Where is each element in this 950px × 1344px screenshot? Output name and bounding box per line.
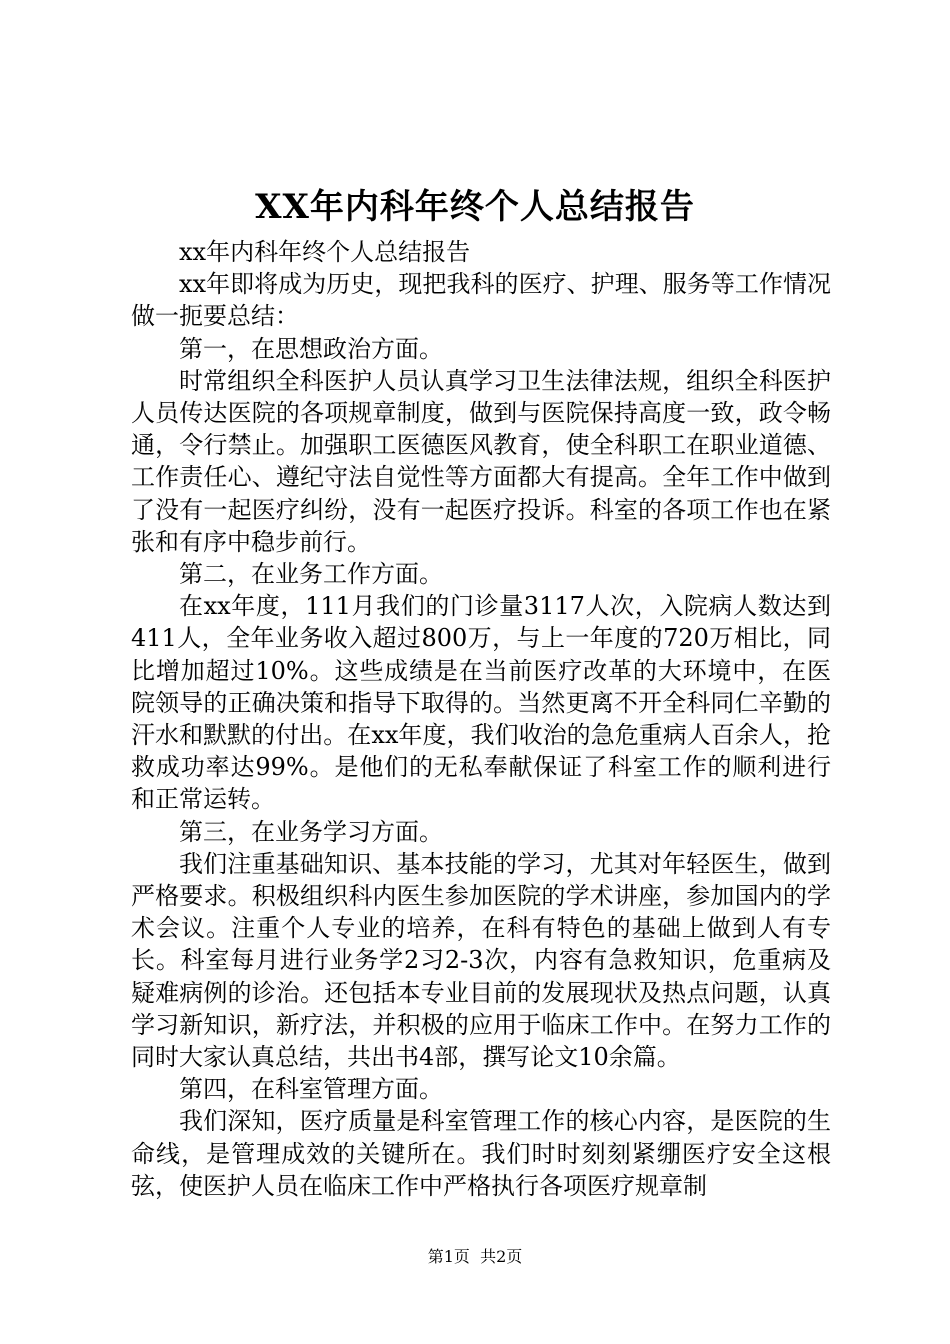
section-heading-3: 第三，在业务学习方面。 <box>179 817 443 846</box>
page-number: 第1页 <box>427 1247 470 1266</box>
section-heading-4: 第四，在科室管理方面。 <box>179 1075 443 1104</box>
paragraph-section-1: 时常组织全科医护人员认真学习卫生法律法规，组织全科医护人员传达医院的各项规章制度，做到与医院保持高度一致，政令畅通，令行禁止。加强职工医德医风教育，使全科职工在职业道德、工作责任心、遵纪守法自觉性等方面都大有提高。全年工作中做到了没有一起医疗纠纷，没有一起医疗投诉。科室的各项工作也在紧张和有序中稳步前行。 <box>131 366 831 556</box>
paragraph-section-2: 在xx年度，111月我们的门诊量3117人次，入院病人数达到411人，全年业务收入超过800万，与上一年度的720万相比，同比增加超过10%。这些成绩是在当前医疗改革的大环境中，在医院领导的正确决策和指导下取得的。当然更离不开全科同仁辛勤的汗水和默默的付出。在xx年度，我们收治的急危重病人百余人，抢救成功率达99%。是他们的无私奉献保证了科室工作的顺利进行和正常运转。 <box>131 592 831 814</box>
section-heading-1: 第一，在思想政治方面。 <box>179 334 443 363</box>
paragraph-subtitle: xx年内科年终个人总结报告 <box>179 238 471 266</box>
document-title: XX年内科年终个人总结报告 <box>255 187 695 227</box>
page-footer <box>0 1246 950 1268</box>
paragraph-intro: xx年即将成为历史，现把我科的医疗、护理、服务等工作情况做一扼要总结： <box>131 270 831 331</box>
paragraph-section-4: 我们深知，医疗质量是科室管理工作的核心内容，是医院的生命线，是管理成效的关键所在。我们时时刻刻紧绷医疗安全这根弦，使医护人员在临床工作中严格执行各项医疗规章制 <box>131 1107 831 1200</box>
page-total: 共2页 <box>480 1247 523 1266</box>
document-body <box>131 236 831 1202</box>
section-heading-2: 第二，在业务工作方面。 <box>179 560 443 589</box>
paragraph-section-3: 我们注重基础知识、基本技能的学习，尤其对年轻医生，做到严格要求。积极组织科内医生参加医院的学术讲座，参加国内的学术会议。注重个人专业的培养，在科有特色的基础上做到人有专长。科室每月进行业务学2习2-3次，内容有急救知识，危重病及疑难病例的诊治。还包括本专业目前的发展现状及热点问题，认真学习新知识，新疗法，并积极的应用于临床工作中。在努力工作的同时大家认真总结，共出书4部，撰写论文10余篇。 <box>131 849 831 1072</box>
